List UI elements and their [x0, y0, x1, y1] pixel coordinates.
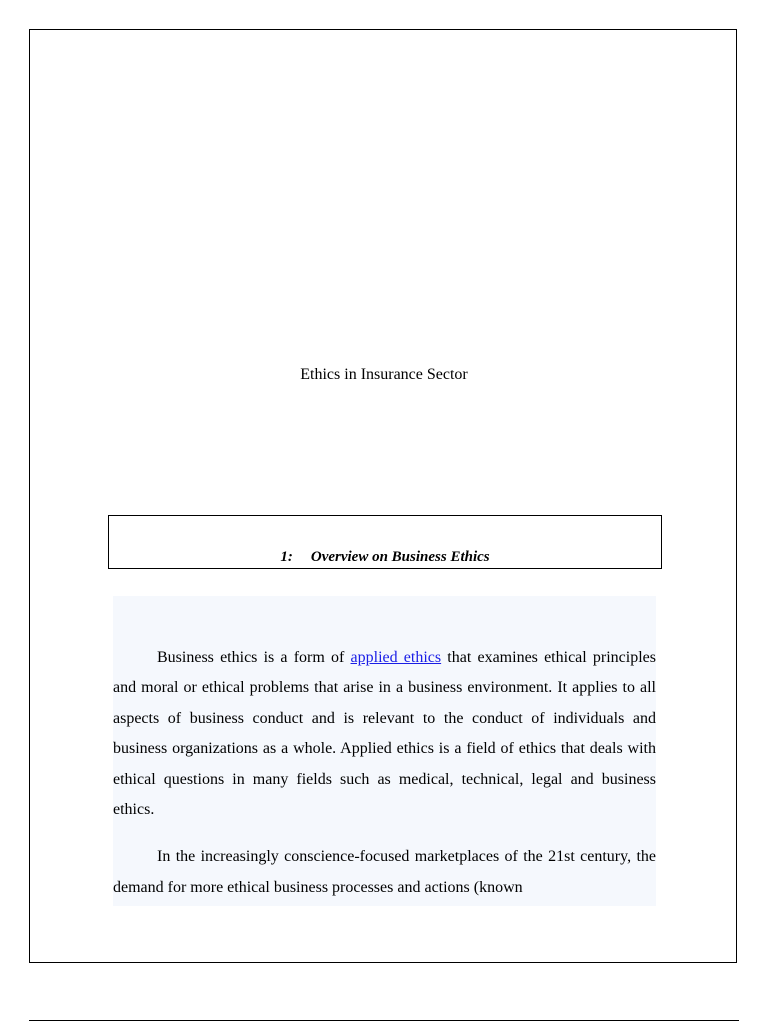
body-text	[113, 643, 656, 903]
applied-ethics-link[interactable]: applied ethics	[350, 649, 442, 666]
section-heading-text: Overview on Business Ethics	[310, 549, 490, 565]
paragraph-business-ethics	[113, 643, 656, 825]
footer-rule	[29, 1020, 739, 1021]
section-number: 1:	[280, 549, 293, 565]
paragraph-marketplaces: In the increasingly conscience-focused marketplaces of the 21st century, the demand for more ethical business processes and actions (known	[113, 848, 656, 896]
section-heading	[109, 548, 661, 566]
document-title: Ethics in Insurance Sector	[300, 366, 468, 383]
paragraph-text-after-link: that examines ethical principles and moral or ethical problems that arise in a business environment. It applies to all aspects of business conduct and is relevant to the conduct of individuals and business organizations as a whole. Applied ethics is a field of ethics that deals with ethical questions in many fields such as medical, technical, legal and business ethics.	[113, 649, 657, 819]
paragraph-text-before-link: Business ethics is a form of	[157, 649, 351, 666]
section-heading-box	[108, 515, 662, 569]
